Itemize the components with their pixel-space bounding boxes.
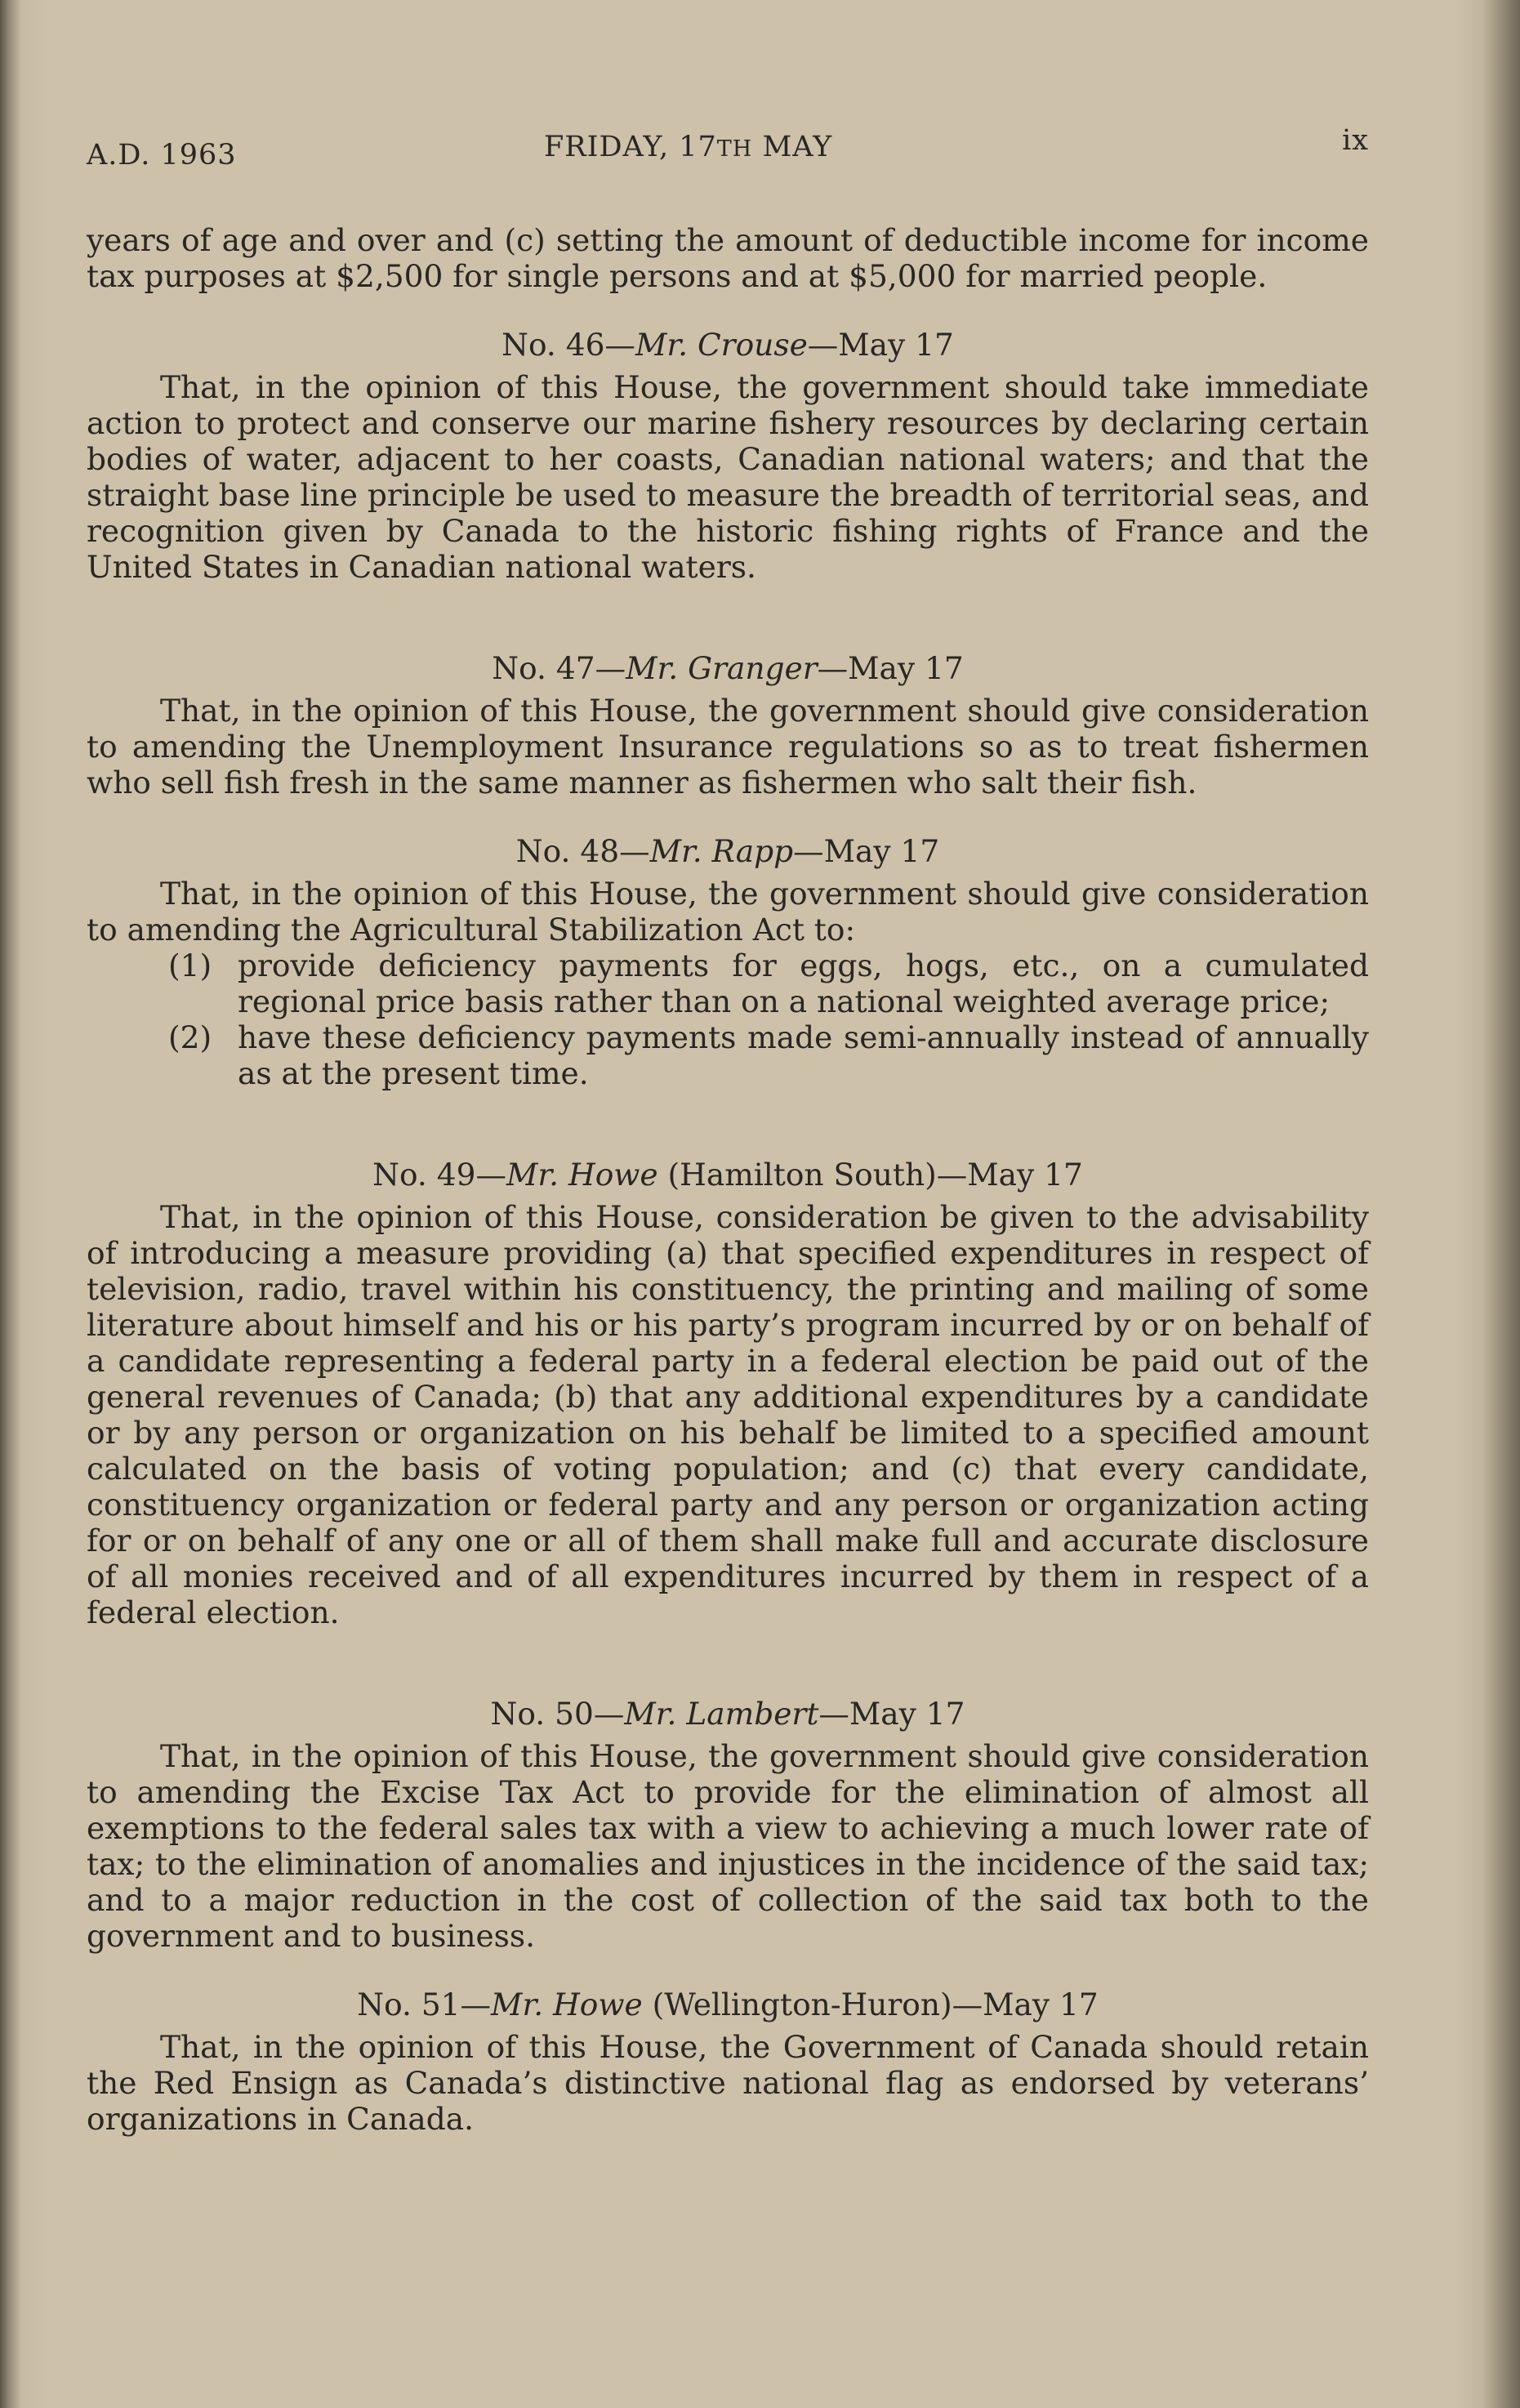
notices-body [87,222,1369,2202]
notice-text: That, in the opinion of this House, the government should give consideration to amending the Excise Tax Act to provide for the elimination of almost all exemptions to the federal sales tax with a view to achieving a much lower rate of tax; to the elimination of anomalies and injustices in the incidence of the said tax; and to a major reduction in the cost of collection of the said tax both to the government and to business. [87,1738,1369,1954]
list-item: (1) provide deficiency payments for eggs, hogs, etc., on a cumulated regional price basis rather than on a national weighted average price; [168,948,1369,1019]
notice-heading: No. 50—Mr. Lambert—May 17 [490,1696,965,1732]
notice-text: That, in the opinion of this House, the government should give consideration to amending the Agricultural Stabilization Act to: [87,876,1369,948]
notice-heading: No. 47—Mr. Granger—May 17 [492,650,964,686]
notice-text: That, in the opinion of this House, the government should take immediate action to protect and conserve our marine fishery resources by declaring certain bodies of water, adjacent to her coasts, Canadian national waters; and that the straight base line principle be used to measure the breadth of territorial seas, and recognition given by Canada to the historic fishing rights of France and the United States in Canadian national waters. [87,369,1369,585]
notice-text: That, in the opinion of this House, consideration be given to the advisability of introducing a measure providing (a) that specified expenditures in respect of television, radio, travel within his constituency, the printing and mailing of some literature about himself and his or his party’s program incurred by or on behalf of a candidate representing a federal party in a federal election be paid out of the general revenues of Canada; (b) that any additional expenditures by a candidate or by any person or organization on his behalf be limited to a specified amount calculated on the basis of voting population; and (c) that every candidate, constituency organization or federal party and any person or organization acting for or on behalf of any one or all of them shall make full and accurate disclosure of all monies received and of all expenditures incurred by them in respect of a federal election. [87,1199,1369,1630]
notice-46 [87,327,1369,585]
notice-47 [87,650,1369,800]
notice-heading: No. 46—Mr. Crouse—May 17 [501,327,954,363]
year-label: A.D. 1963 [87,139,237,172]
page-number: ix [1342,124,1369,157]
list-item: (2) have these deficiency payments made semi-annually instead of annually as at the present time. [168,1019,1369,1091]
notice-heading: No. 51—Mr. Howe (Wellington-Huron)—May 17 [357,1987,1099,2022]
notice-heading: No. 49—Mr. Howe (Hamilton South)—May 17 [372,1157,1083,1193]
notice-list [87,948,1369,1091]
date-heading: FRIDAY, 17TH MAY [544,131,833,163]
notice-50 [87,1696,1369,1954]
notice-heading: No. 48—Mr. Rapp—May 17 [515,833,940,869]
notice-49 [87,1157,1369,1630]
continued-paragraph: years of age and over and (c) setting the amount of deductible income for income tax purposes at $2,500 for single persons and at $5,000 for married people. [87,222,1369,294]
notice-text: That, in the opinion of this House, the government should give consideration to amending the Unemployment Insurance regulations so as to treat fishermen who sell fish fresh in the same manner as fishermen who salt their fish. [87,693,1369,800]
notice-51 [87,1987,1369,2137]
notice-text: That, in the opinion of this House, the Government of Canada should retain the Red Ensign as Canada’s distinctive national flag as endorsed by veterans’ organizations in Canada. [87,2029,1369,2137]
page-header [87,124,1369,180]
notice-48 [87,833,1369,1091]
